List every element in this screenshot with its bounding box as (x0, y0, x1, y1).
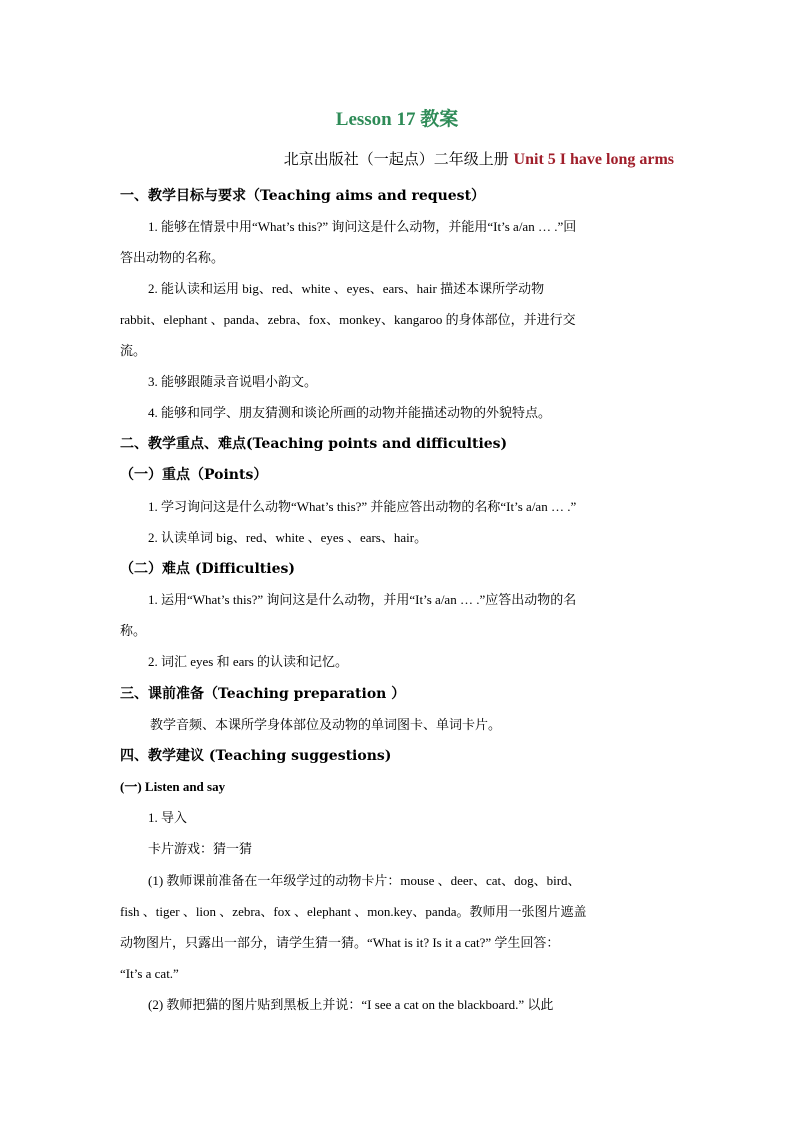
section-heading-suggestions: 四、教学建议 (Teaching suggestions) (120, 748, 392, 764)
paragraph-line: 1. 学习询问这是什么动物“What’s this?” 并能应答出动物的名称“It’s a/an … .” (148, 499, 577, 514)
subsection-heading-listen: (一) Listen and say (120, 779, 226, 794)
paragraph-line: 称。 (120, 623, 147, 638)
page-title: Lesson 17 教案 (335, 109, 459, 130)
paragraph-line: 2. 能认读和运用 big、red、white 、eyes、ears、hair 描述本课所学动物 (148, 281, 545, 296)
paragraph-line: 动物图片，只露出一部分，请学生猜一猜。“What is it? Is it a cat?” 学生回答： (120, 935, 560, 950)
paragraph-line: “It’s a cat.” (120, 966, 179, 981)
section-heading-aims: 一、教学目标与要求（Teaching aims and request） (120, 188, 486, 204)
paragraph-line: 流。 (120, 343, 147, 358)
paragraph-line: (1) 教师课前准备在一年级学过的动物卡片：mouse 、deer、cat、dog、bird、 (148, 873, 581, 888)
subsection-heading-points: （一）重点（Points） (120, 467, 268, 483)
paragraph-line: 教学音频、本课所学身体部位及动物的单词图卡、单词卡片。 (150, 717, 502, 732)
paragraph-line: 1. 运用“What’s this?” 询问这是什么动物，并用“It’s a/an … .”应答出动物的名 (148, 592, 577, 607)
paragraph-line: 2. 词汇 eyes 和 ears 的认读和记忆。 (148, 654, 349, 669)
section-heading-preparation: 三、课前准备（Teaching preparation ） (120, 686, 406, 702)
paragraph-line: 3. 能够跟随录音说唱小韵文。 (148, 374, 318, 389)
paragraph-line: 1. 导入 (148, 810, 188, 825)
paragraph-line: rabbit、elephant 、panda、zebra、fox、monkey、kangaroo 的身体部位，并进行交 (120, 312, 576, 327)
paragraph-line: fish 、tiger 、lion 、zebra、fox 、elephant 、mon.key、panda。教师用一张图片遮盖 (120, 904, 587, 919)
paragraph-line: 卡片游戏：猜一猜 (148, 841, 253, 856)
paragraph-line: 2. 认读单词 big、red、white 、eyes 、ears、hair。 (148, 530, 428, 545)
subtitle-publisher: 北京出版社（一起点）二年级上册 (283, 150, 514, 168)
paragraph-line: 4. 能够和同学、朋友猜测和谈论所画的动物并能描述动物的外貌特点。 (148, 405, 552, 420)
section-heading-points: 二、教学重点、难点(Teaching points and difficulties) (120, 436, 508, 452)
paragraph-line: 1. 能够在情景中用“What’s this?” 询问这是什么动物，并能用“It’s a/an … .”回 (148, 219, 577, 234)
subtitle-unit: Unit 5 I have long arms (513, 151, 674, 168)
subsection-heading-difficulties: （二）难点 (Difficulties) (120, 561, 295, 577)
paragraph-line: (2) 教师把猫的图片贴到黑板上并说：“I see a cat on the blackboard.” 以此 (148, 997, 554, 1012)
subtitle (284, 148, 674, 169)
paragraph-line: 答出动物的名称。 (120, 250, 225, 265)
